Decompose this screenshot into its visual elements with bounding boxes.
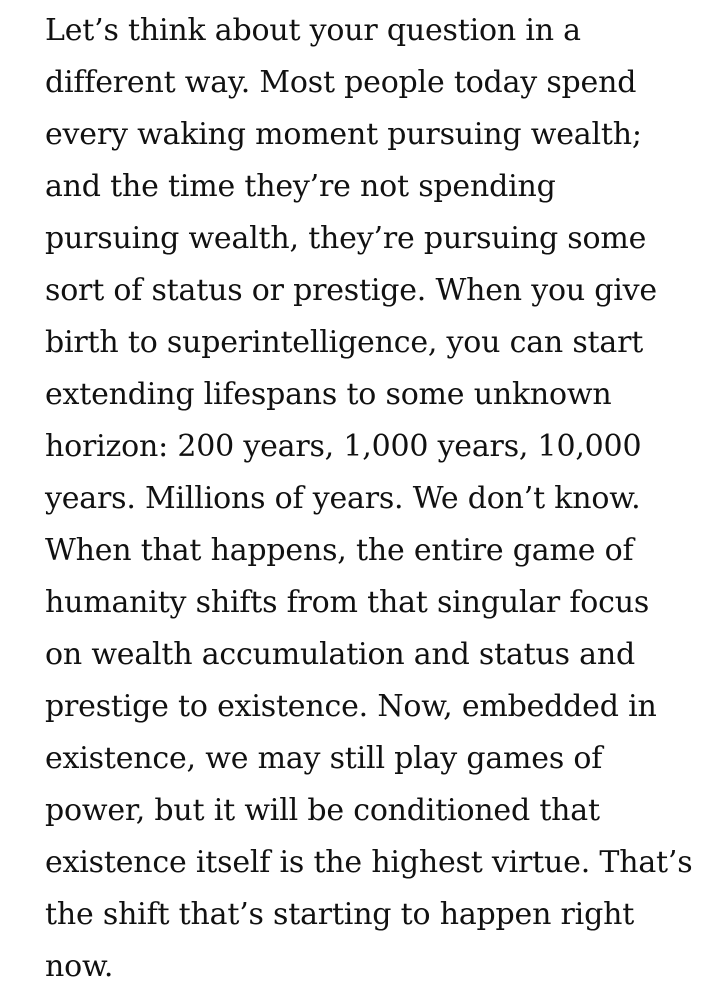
text-line-8: extending lifespans to some unknown xyxy=(45,377,612,412)
text-line-13: on wealth accumulation and status and xyxy=(45,637,635,672)
text-line-6: sort of status or prestige. When you give xyxy=(45,273,657,308)
text-line-4: and the time they’re not spending xyxy=(45,169,556,204)
text-line-19: now. xyxy=(45,949,114,984)
text-line-18: the shift that’s starting to happen right xyxy=(45,897,635,932)
text-line-17: existence itself is the highest virtue. That’s xyxy=(45,845,693,880)
text-line-16: power, but it will be conditioned that xyxy=(45,793,600,828)
text-line-11: When that happens, the entire game of xyxy=(45,533,634,568)
text-line-5: pursuing wealth, they’re pursuing some xyxy=(45,221,647,256)
text-line-15: existence, we may still play games of xyxy=(45,741,603,776)
text-line-10: years. Millions of years. We don’t know. xyxy=(45,481,641,516)
text-line-1: Let’s think about your question in a xyxy=(45,13,581,48)
text-line-2: different way. Most people today spend xyxy=(45,65,637,100)
text-line-14: prestige to existence. Now, embedded in xyxy=(45,689,657,724)
text-passage xyxy=(45,5,717,993)
text-line-9: horizon: 200 years, 1,000 years, 10,000 xyxy=(45,429,642,464)
text-line-7: birth to superintelligence, you can start xyxy=(45,325,644,360)
text-line-3: every waking moment pursuing wealth; xyxy=(45,117,642,152)
text-line-12: humanity shifts from that singular focus xyxy=(45,585,650,620)
